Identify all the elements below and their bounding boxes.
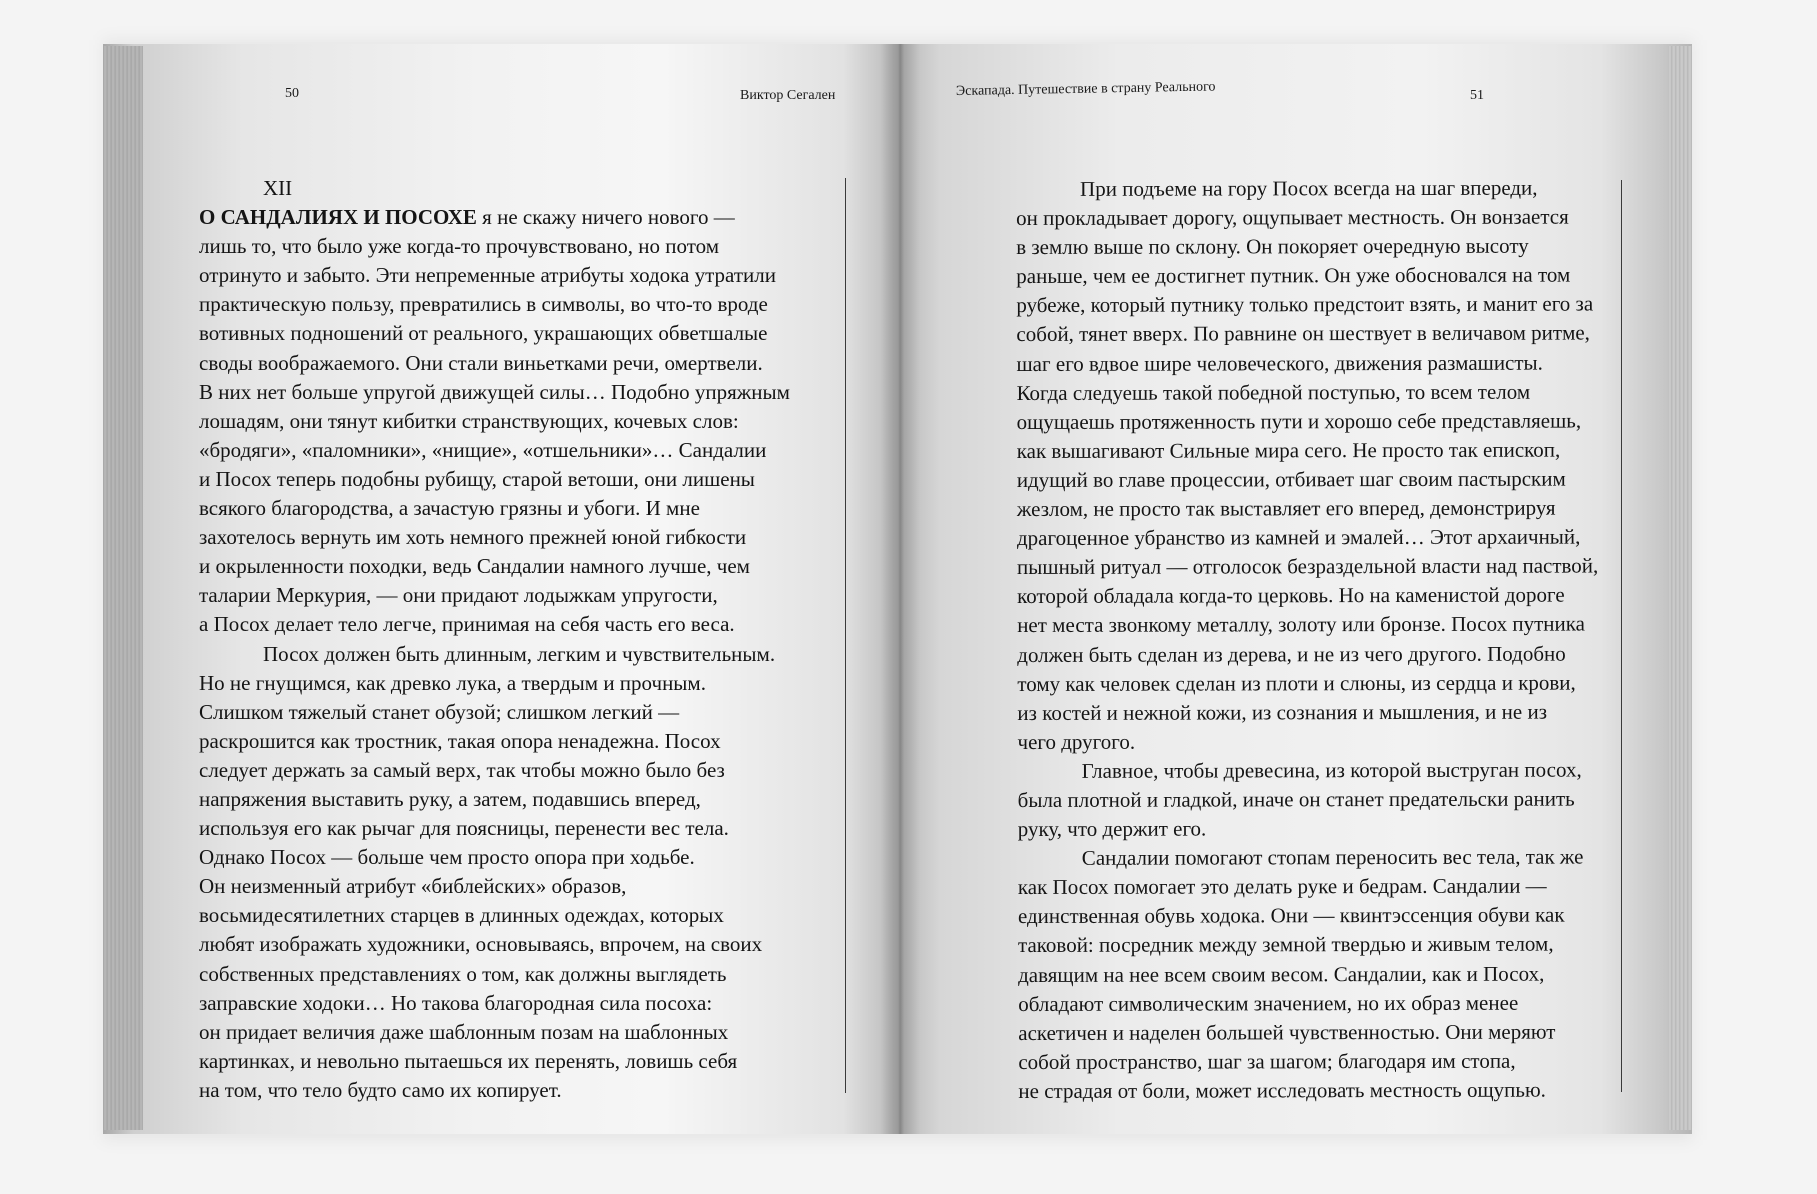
text-line: таковой: посредник между земной твердью и живым телом, [1017, 932, 1554, 958]
text-line: не страдая от боли, может исследовать местность ощупью. [1018, 1077, 1546, 1103]
text-line: заправские ходоки… Но такова благородная сила посоха: [199, 990, 713, 1015]
text-line: картинках, и невольно пытаешься их перенять, ловишь себя [199, 1048, 738, 1073]
text-line: драгоценное убранство из камней и эмалей… Этот архаичный, [1016, 524, 1581, 551]
text-line: которой обладала когда-то церковь. Но на каменистой дороге [1017, 582, 1565, 609]
text-line: из костей и нежной кожи, из сознания и мышления, и не из [1017, 699, 1548, 725]
left-page-edges [103, 46, 143, 1130]
book-spine-gutter [880, 44, 920, 1134]
text-line: на том, что тело будто само их копирует. [199, 1077, 562, 1102]
text-line: собственных представлениях о том, как должны выглядеть [199, 961, 727, 986]
text-line: аскетичен и наделен большей чувственностью. Они меряют [1018, 1019, 1556, 1045]
right-page-text [1016, 173, 1600, 1106]
text-line: обладают символическим значением, но их образ менее [1018, 990, 1519, 1016]
text-line: давящим на нее всем своим весом. Сандалии, как и Посох, [1018, 961, 1545, 987]
text-line: используя его как рычаг для поясницы, перенести вес тела. [199, 816, 729, 841]
text-line: он придает величия даже шаблонным позам на шаблонных [199, 1019, 729, 1044]
text-line: руку, что держит его. [1017, 816, 1207, 842]
text-line: напряжения выставить руку, а затем, подавшись вперед, [199, 786, 701, 811]
text-line: «бродяги», «паломники», «нищие», «отшельники»… Сандалии [199, 437, 767, 462]
chapter-number: XII [263, 176, 293, 200]
right-margin-rule [1621, 180, 1622, 1092]
text-line: Он неизменный атрибут «библейских» образов, [199, 874, 627, 899]
text-line: и окрыленности походки, ведь Сандалии намного лучше, чем [199, 554, 750, 579]
text-line: раскрошится как тростник, такая опора ненадежна. Посох [199, 728, 721, 753]
text-line: а Посох делает тело легче, принимая на себя часть его веса. [199, 612, 735, 637]
text-line: следует держать за самый верх, так чтобы можно было без [199, 757, 725, 782]
text-line: своды воображаемого. Они стали виньетками речи, омертвели. [199, 350, 763, 375]
text-line: как Посох помогает это делать руке и бедрам. Сандалии — [1017, 873, 1547, 900]
text-line: рубеже, который путнику только предстоит взять, и манит его за [1016, 291, 1594, 318]
text-line: отринуто и забыто. Эти непременные атрибуты ходока утратили [199, 263, 776, 288]
text-line: В них нет больше упругой движущей силы… Подобно упряжным [199, 379, 790, 404]
text-line: чего другого. [1017, 729, 1136, 754]
text-line: ощущаешь протяженность пути и хорошо себе представляешь, [1016, 408, 1582, 434]
right-running-head: Эскапада. Путешествие в страну Реального [955, 79, 1216, 99]
text-line: Когда следуешь такой победной поступью, то всем телом [1016, 379, 1531, 405]
text-line: практическую пользу, превратились в символы, во что-то вроде [199, 292, 768, 317]
text-line: как вышагивают Сильные мира сего. Не просто так епископ, [1016, 437, 1561, 463]
chapter-first-line [199, 203, 790, 232]
text-line: пышный ритуал — отголосок безраздельной власти над паствой, [1016, 553, 1599, 580]
text-line: и Посох теперь подобны рубищу, старой ветоши, они лишены [199, 466, 755, 491]
text-line: Однако Посох — больше чем просто опора при ходьбе. [199, 845, 695, 870]
text-line: лишь то, что было уже когда-то прочувствовано, но потом [199, 234, 719, 259]
right-page-edges [1668, 46, 1692, 1130]
text-line: должен быть сделан из дерева, и не из чего другого. Подобно [1017, 641, 1566, 667]
right-page-number: 51 [1470, 88, 1484, 103]
text-line: идущий во главе процессии, отбивает шаг своим пастырским [1016, 466, 1566, 492]
left-running-head: Виктор Сегален [740, 88, 836, 103]
text-line: раньше, чем ее достигнет путник. Он уже обосновался на том [1016, 262, 1571, 289]
text-line: шаг его вдвое шире человеческого, движения размашисты. [1016, 350, 1543, 376]
text-line: Но не гнущимся, как древко лука, а твердым и прочным. [199, 670, 706, 695]
text-line: Посох должен быть длинным, легким и чувствительным. [263, 641, 776, 666]
left-page-text [199, 174, 790, 1105]
text-line: он прокладывает дорогу, ощупывает местность. Он вонзается [1016, 204, 1569, 231]
text-line: вотивных подношений от реального, украшающих обветшалые [199, 321, 768, 346]
text-line: лошадям, они тянут кибитки странствующих, кочевых слов: [199, 408, 739, 433]
text-line: любят изображать художники, основываясь, впрочем, на своих [199, 932, 763, 957]
text-line: Слишком тяжелый станет обузой; слишком легкий — [199, 699, 680, 724]
text-line: Сандалии помогают стопам переносить вес тела, так же [1081, 844, 1584, 870]
chapter-title: О САНДАЛИЯХ И ПОСОХЕ [199, 205, 477, 230]
text-line: всякого благородства, а зачастую грязны и убоги. И мне [199, 496, 700, 521]
text-line: Главное, чтобы древесина, из которой выструган посох, [1081, 757, 1582, 783]
text-line: жезлом, не просто так выставляет его вперед, демонстрируя [1016, 495, 1556, 522]
text-line: единственная обувь ходока. Они — квинтэссенция обуви как [1017, 902, 1565, 929]
chapter-first-line-rest: я не скажу ничего нового — [476, 205, 735, 230]
left-page-number: 50 [285, 86, 299, 101]
text-line: захотелось вернуть им хоть немного прежней юной гибкости [199, 525, 747, 550]
text-line: собой пространство, шаг за шагом; благодаря им стопа, [1018, 1048, 1516, 1074]
text-line: собой, тянет вверх. По равнине он шествует в величавом ритме, [1016, 320, 1590, 347]
left-margin-rule [845, 178, 846, 1093]
text-line: была плотной и гладкой, иначе он станет предательски ранить [1017, 786, 1575, 812]
text-line: тому как человек сделан из плоти и слюны, из сердца и крови, [1017, 670, 1576, 696]
text-line: При подъеме на гору Посох всегда на шаг впереди, [1080, 175, 1538, 201]
text-line: нет места звонкому металлу, золоту или бронзе. Посох путника [1017, 611, 1585, 638]
text-line: таларии Меркурия, — они придают лодыжкам упругости, [199, 583, 718, 608]
text-line: в землю выше по склону. Он покоряет очередную высоту [1016, 233, 1529, 260]
text-line: восьмидесятилетних старцев в длинных одеждах, которых [199, 903, 724, 928]
